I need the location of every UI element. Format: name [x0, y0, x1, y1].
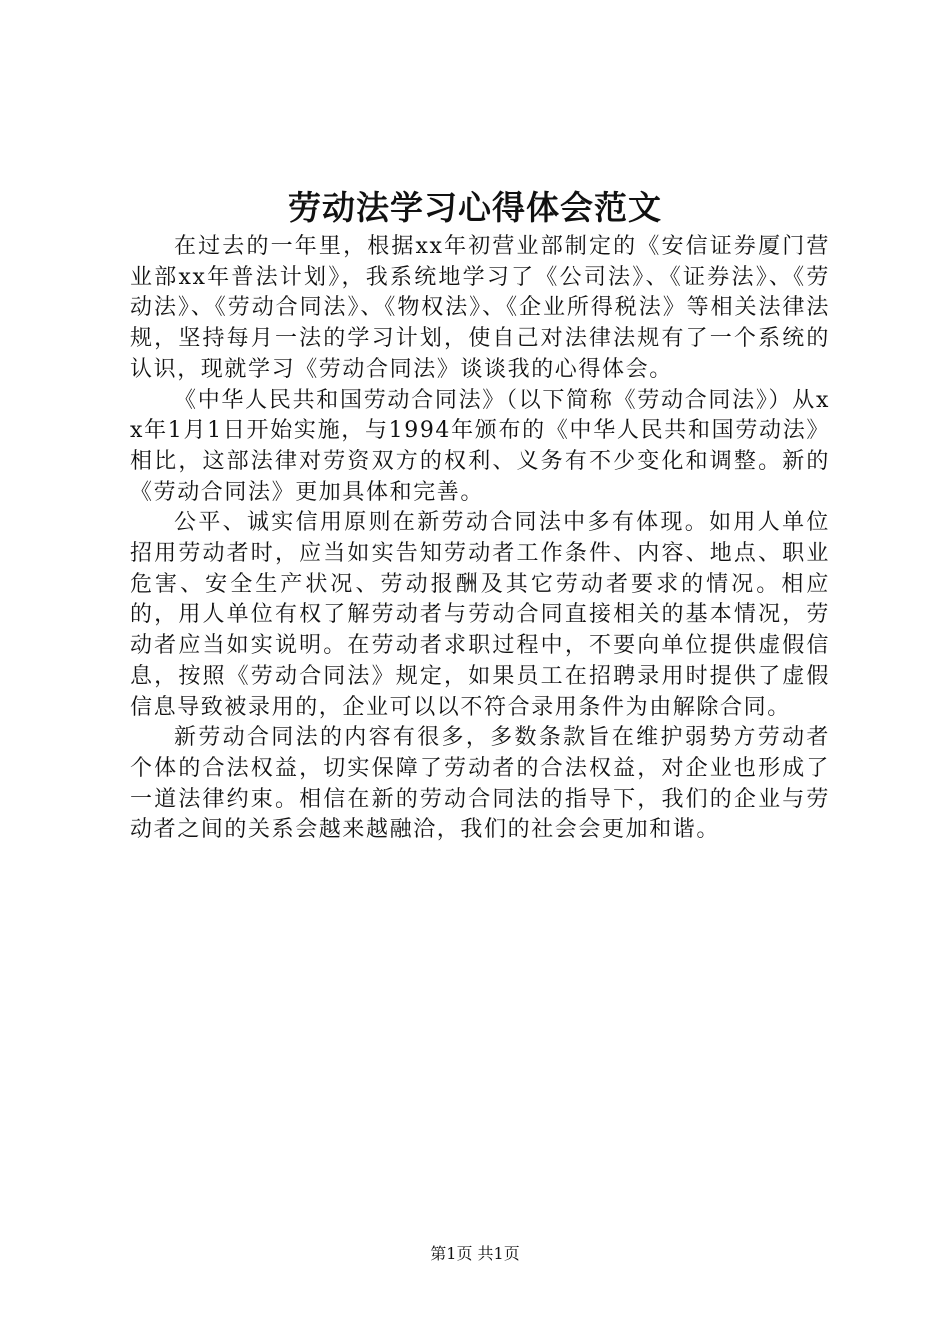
document-body: [130, 232, 830, 846]
page-number-footer: 第1页 共1页: [430, 1244, 520, 1263]
paragraph-3: 公平、诚实信用原则在新劳动合同法中多有体现。如用人单位招用劳动者时，应当如实告知劳动者工作条件、内容、地点、职业危害、安全生产状况、劳动报酬及其它劳动者要求的情况。相应的，用人单位有权了解劳动者与劳动合同直接相关的基本情况，劳动者应当如实说明。在劳动者求职过程中，不要向单位提供虚假信息，按照《劳动合同法》规定，如果员工在招聘录用时提供了虚假信息导致被录用的，企业可以以不符合录用条件为由解除合同。: [130, 510, 830, 720]
paragraph-1: 在过去的一年里，根据xx年初营业部制定的《安信证券厦门营业部xx年普法计划》，我系统地学习了《公司法》、《证券法》、《劳动法》、《劳动合同法》、《物权法》、《企业所得税法》等相关法律法规，坚持每月一法的学习计划，使自己对法律法规有了一个系统的认识，现就学习《劳动合同法》谈谈我的心得体会。: [130, 234, 830, 382]
document-title: 劳动法学习心得体会范文: [288, 188, 662, 227]
paragraph-4: 新劳动合同法的内容有很多，多数条款旨在维护弱势方劳动者个体的合法权益，切实保障了劳动者的合法权益，对企业也形成了一道法律约束。相信在新的劳动合同法的指导下，我们的企业与劳动者之间的关系会越来越融洽，我们的社会会更加和谐。: [130, 725, 830, 843]
paragraph-2: 《中华人民共和国劳动合同法》（以下简称《劳动合同法》）从xx年1月1日开始实施，与1994年颁布的《中华人民共和国劳动法》相比，这部法律对劳资双方的权利、义务有不少变化和调整。新的《劳动合同法》更加具体和完善。: [130, 387, 830, 505]
